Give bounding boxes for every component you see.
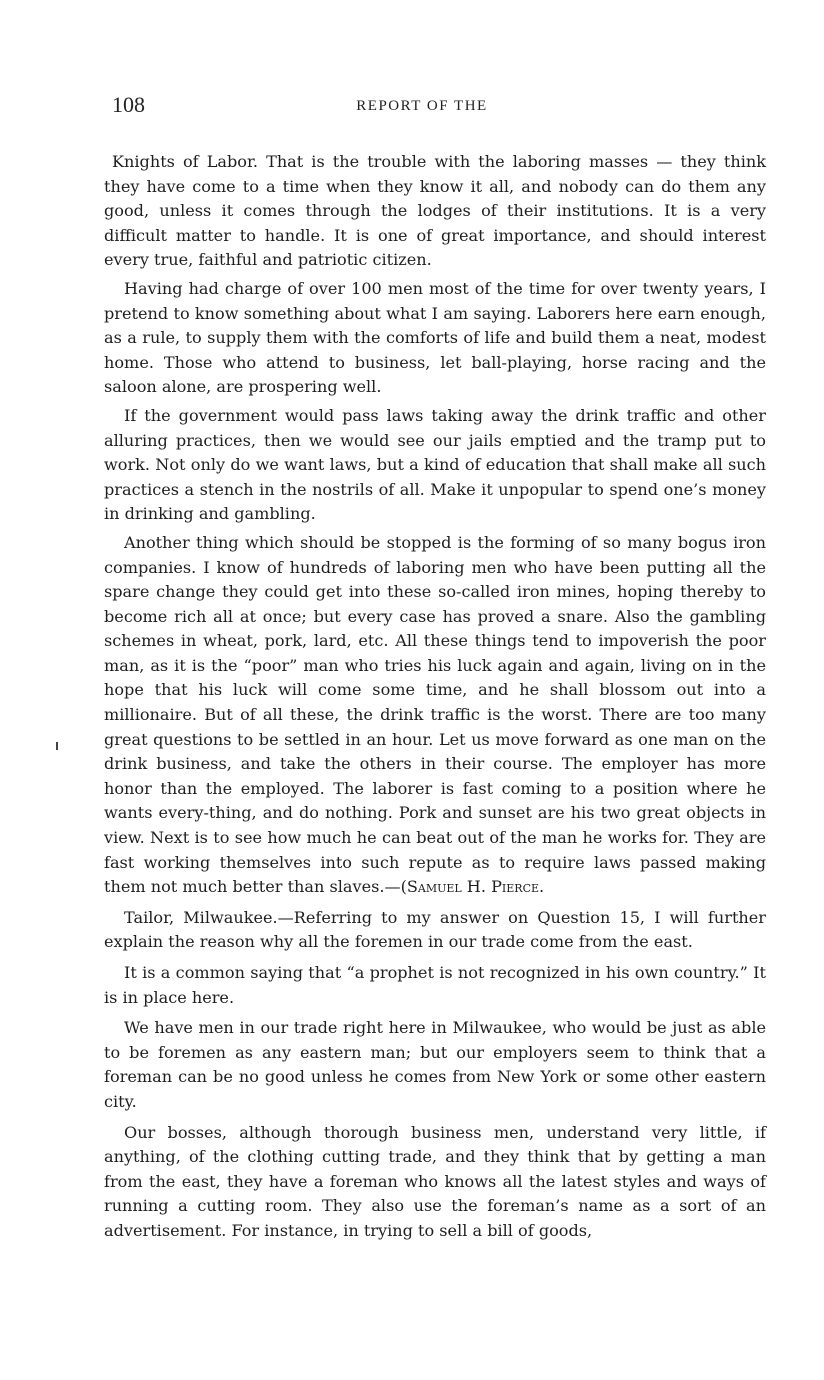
page-header xyxy=(112,92,772,122)
margin-mark xyxy=(56,742,58,750)
paragraph: Knights of Labor. That is the trouble with the laboring masses — they think they have come to a time when they know it all, and nobody can do them any good, unless it comes through the lodges of their institutions. It is a very difficult matter to handle. It is one of great importance, and should interest every true, faithful and patriotic citizen. xyxy=(104,152,766,270)
paragraph: Tailor, Milwaukee.—Referring to my answer on Question 15, I will further explain the reason why all the foremen in our trade come from the east. xyxy=(104,907,766,952)
paragraph: We have men in our trade right here in Milwaukee, who would be just as able to be foremen as any eastern man; but our employers seem to think that a foreman can be no good unless he comes from New York or some other eastern city. xyxy=(104,1018,766,1111)
body-text xyxy=(104,150,766,1248)
paragraph xyxy=(104,531,766,900)
paragraph: If the government would pass laws taking away the drink traffic and other alluring practices, then we would see our jails emptied and the tramp put to work. Not only do we want laws, but a kind of education that shall make all such practices a stench in the nostrils of all. Make it unpopular to spend one’s money in drinking and gambling. xyxy=(104,405,766,524)
paragraph-text: Another thing which should be stopped is the forming of so many bogus iron companies. I know of hundreds of laboring men who have been putting all the spare change they could get into these so-called iron mines, hoping thereby to become rich all at once; but every case has proved a snare. Also the gambling schemes in wheat, pork, lard, etc. All these things tend to impoverish the poor man, as it is the “poor” man who tries his luck again and again, living on in the hope that his luck will come some time, and he shall blossom out into a millionaire. But of all these, the drink traffic is the worst. There are too many great questions to be settled in an hour. Let us move forward as one man on the drink business, and take the others in their course. The employer has more honor than the employed. The laborer is fast coming to a position where he wants every-thing, and do nothing. Pork and sunset are his two great objects in view. Next is to see how much he can beat out of the man he works for. They are fast working themselves into such repute as to require laws passed making them not much better than slaves.—( xyxy=(104,532,766,897)
page-number: 108 xyxy=(112,92,145,117)
running-head: REPORT OF THE xyxy=(356,98,488,114)
paragraph: Our bosses, although thorough business men, understand very little, if anything, of the clothing cutting trade, and they think that by getting a man from the east, they have a foreman who knows all the latest styles and ways of running a cutting room. They also use the foreman’s name as a sort of an advertisement. For instance, in trying to sell a bill of goods, xyxy=(104,1122,766,1240)
paragraph: Having had charge of over 100 men most of the time for over twenty years, I pretend to know something about what I am saying. Laborers here earn enough, as a rule, to supply them with the comforts of life and build them a neat, modest home. Those who attend to business, let ball-playing, horse racing and the saloon alone, are prospering well. xyxy=(104,278,766,397)
signature: Samuel H. Pierce. xyxy=(406,877,545,897)
paragraph: It is a common saying that “a prophet is not recognized in his own country.” It is in place here. xyxy=(104,963,766,1007)
